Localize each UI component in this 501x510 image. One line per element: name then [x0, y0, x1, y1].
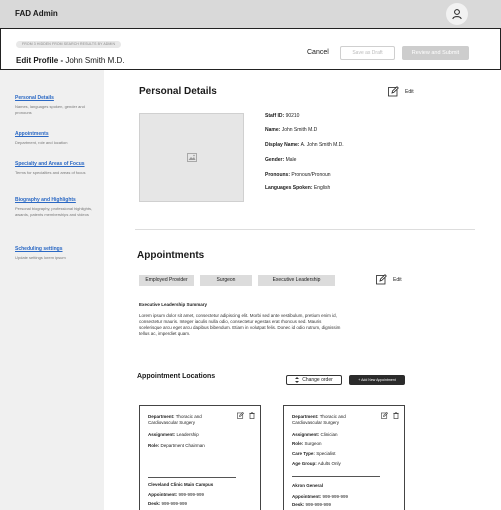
sidebar-item-label[interactable]: Personal Details	[15, 95, 54, 101]
field-display-name	[265, 142, 344, 148]
card-appointment-phone	[148, 492, 228, 498]
page-title-name: John Smith M.D.	[65, 56, 125, 65]
card-actions	[237, 412, 255, 419]
card-label: Age Group:	[292, 461, 317, 466]
card-label: Appointment:	[148, 492, 178, 497]
appointments-title: Appointments	[137, 250, 205, 261]
card-value: Leadership	[176, 432, 199, 437]
user-avatar[interactable]	[446, 3, 468, 25]
tag-executive-leadership: Executive Leadership	[258, 275, 335, 286]
edit-label: Edit	[405, 88, 414, 95]
review-submit-button[interactable]: Review and Submit	[402, 46, 469, 60]
field-languages	[265, 185, 330, 191]
locations-title: Appointment Locations	[137, 373, 216, 380]
personal-details-title: Personal Details	[139, 86, 217, 97]
save-draft-button[interactable]: Save as Draft	[340, 46, 395, 60]
section-divider	[135, 229, 475, 230]
card-appointment-phone	[292, 494, 372, 500]
card-department	[148, 414, 228, 426]
card-value: Department Chairman	[160, 443, 205, 448]
sidebar-item-label[interactable]: Specialty and Areas of Focus	[15, 161, 85, 167]
app-title: FAD Admin	[15, 9, 58, 18]
sidebar-item-desc: Department, role and location	[15, 140, 68, 145]
sidebar-item-desc: Names, languages spoken, gender and pronouns	[15, 104, 85, 115]
card-label: Appointment:	[292, 494, 322, 499]
field-label: Staff ID:	[265, 113, 285, 119]
field-pronouns	[265, 172, 331, 178]
sidebar-item-label[interactable]: Appointments	[15, 131, 49, 137]
trash-icon[interactable]	[249, 412, 255, 419]
cancel-button[interactable]: Cancel	[307, 49, 329, 56]
user-icon	[451, 8, 463, 20]
card-assignment	[292, 432, 372, 438]
card-value: Clinician	[320, 432, 338, 437]
edit-label: Edit	[393, 276, 402, 283]
card-actions	[381, 412, 399, 419]
card-care-type	[292, 451, 372, 457]
card-value: Thoracic and Cardiovascular Surgery	[148, 414, 202, 425]
field-gender	[265, 157, 296, 163]
reorder-icon	[295, 377, 299, 383]
location-card	[139, 405, 261, 510]
edit-icon	[376, 274, 387, 285]
appointments-edit-button[interactable]	[376, 274, 402, 285]
edit-icon	[388, 86, 399, 97]
field-label: Gender:	[265, 157, 285, 163]
summary-title: Executive Leadership Summary	[139, 302, 208, 307]
field-value: Male	[285, 157, 297, 163]
card-value: Specialist	[316, 451, 336, 456]
card-label: Role:	[292, 441, 304, 446]
card-department	[292, 414, 372, 426]
card-role	[292, 441, 372, 447]
sidebar-item-desc: Terms for specialties and areas of focus	[15, 170, 86, 175]
card-value: Thoracic and Cardiovascular Surgery	[292, 414, 346, 425]
edit-icon[interactable]	[381, 412, 388, 419]
profile-photo-placeholder[interactable]	[139, 113, 244, 202]
image-icon	[187, 153, 197, 162]
summary-text: Lorem ipsum dolor sit amet, consectetur adipiscing elit. Morbi sed ante vestibulum, pretium enim id, consectetur mauris. Integer iaculis nulla odio, consectetur egestas erat rhoncus sed. Mauris scelerisque arcu eget arcu dapibus bibendum. Etiam in volutpat felis. Donec id odio rutrum, dignissim tellus ac, imperdiet quam.	[139, 313, 341, 336]
field-value: John Smith M.D	[281, 127, 318, 133]
card-assignment	[148, 432, 228, 438]
card-label: Assignment:	[292, 432, 320, 437]
field-staff-id	[265, 113, 299, 119]
card-age-group	[292, 461, 372, 467]
page-title-prefix: Edit Profile -	[16, 56, 64, 65]
card-value: Surgeon	[304, 441, 322, 446]
card-label: Desk:	[292, 502, 305, 507]
personal-edit-button[interactable]	[388, 86, 414, 97]
sidebar-item-label[interactable]: Scheduling settings	[15, 246, 63, 252]
field-label: Name:	[265, 127, 281, 133]
card-location: Akron General	[292, 483, 324, 488]
card-value: 999-999-999	[178, 492, 205, 497]
card-desk-phone	[148, 501, 228, 507]
card-desk-phone	[292, 502, 372, 508]
sidebar-item-personal-details[interactable]	[15, 95, 97, 116]
sidebar-item-desc: Update settings lorem ipsum	[15, 255, 66, 260]
sidebar-item-label[interactable]: Biography and Highlights	[15, 197, 76, 203]
sidebar-item-scheduling[interactable]	[15, 246, 97, 261]
sidebar	[0, 70, 104, 510]
change-order-button[interactable]	[286, 375, 342, 385]
field-name	[265, 127, 317, 133]
card-label: Department:	[148, 414, 175, 419]
card-label: Care Type:	[292, 451, 315, 456]
top-bar	[0, 0, 501, 28]
card-label: Department:	[292, 414, 319, 419]
edit-icon[interactable]	[237, 412, 244, 419]
card-value: 999-999-999	[322, 494, 349, 499]
field-label: Languages Spoken:	[265, 185, 313, 191]
sidebar-item-specialty[interactable]	[15, 161, 97, 176]
field-value: A. John Smith M.D.	[300, 142, 344, 148]
page-title	[16, 56, 125, 65]
card-divider	[148, 477, 236, 478]
profile-header	[0, 28, 501, 70]
field-label: Display Name:	[265, 142, 300, 148]
card-value: Adults Only	[317, 461, 341, 466]
card-divider	[292, 476, 380, 477]
card-value: 999-999-999	[305, 502, 332, 507]
add-appointment-button[interactable]: + Add New Appointment	[349, 375, 405, 385]
tag-employed-provider: Employed Provider	[139, 275, 194, 286]
sidebar-item-desc: Personal biography, professional highlights, awards, patents memberships and videos	[15, 206, 93, 217]
tag-surgeon: Surgeon	[200, 275, 252, 286]
field-value: Pronoun/Pronoun	[291, 172, 331, 178]
card-label: Assignment:	[148, 432, 176, 437]
card-role	[148, 443, 228, 449]
field-value: English	[313, 185, 331, 191]
card-location: Cleveland Clinic Main Campus	[148, 482, 214, 487]
card-label: Role:	[148, 443, 160, 448]
change-order-label: Change order	[302, 377, 333, 383]
trash-icon[interactable]	[393, 412, 399, 419]
field-value: 90210	[285, 113, 300, 119]
breadcrumb[interactable]: FROM 3 HIDDEN FROM SEARCH RESULTS BY ADMIN	[16, 41, 121, 48]
location-card	[283, 405, 405, 510]
card-label: Desk:	[148, 501, 161, 506]
field-label: Pronouns:	[265, 172, 290, 178]
card-value: 999-999-999	[161, 501, 188, 506]
sidebar-item-appointments[interactable]	[15, 131, 97, 146]
sidebar-item-biography[interactable]	[15, 197, 97, 218]
